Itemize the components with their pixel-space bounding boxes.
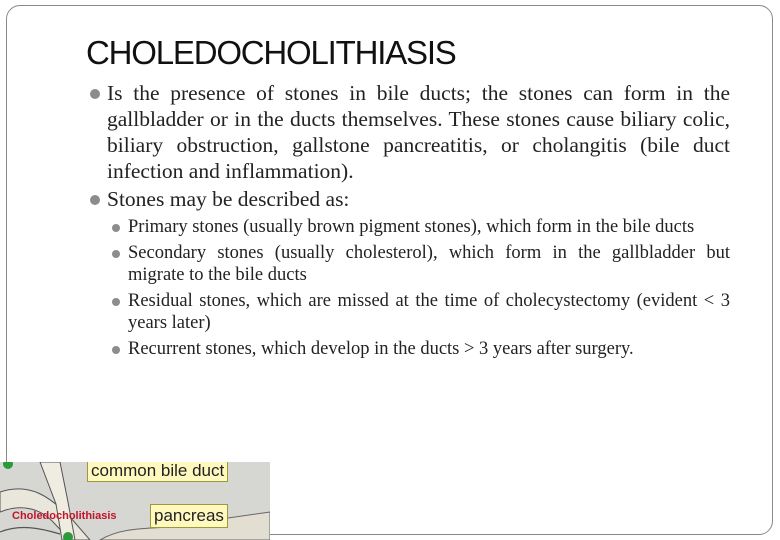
sub-bullet-text: Residual stones, which are missed at the time of cholecystectomy (evident < 3 years later) [128, 291, 730, 333]
bullet-icon [112, 298, 120, 306]
bullet-text: Is the presence of stones in bile ducts; the stones can form in the gallbladder or in the ducts themselves. These stones cause biliary colic, biliary obstruction, gallstone pancreatitis, or cholangitis (bile duct infection and inflammation). [107, 81, 730, 183]
sub-bullet-text: Recurrent stones, which develop in the ducts > 3 years after surgery. [128, 339, 634, 359]
bullet-icon [90, 89, 100, 99]
sub-bullet-item [110, 338, 730, 360]
bullet-text: Stones may be described as: [107, 187, 350, 211]
bullet-icon [112, 224, 120, 232]
common-bile-duct-label: common bile duct [87, 462, 228, 482]
sub-bullet-item [110, 290, 730, 334]
anatomy-diagram-image [0, 462, 270, 540]
bullet-list [90, 80, 730, 364]
choledocholithiasis-label: Choledocholithiasis [12, 510, 117, 522]
sub-bullet-item [110, 242, 730, 286]
slide-title: CHOLEDOCHOLITHIASIS [86, 34, 456, 71]
bullet-icon [112, 250, 120, 258]
stone-marker-icon [3, 462, 13, 469]
bullet-item [90, 80, 730, 184]
bullet-icon [90, 195, 100, 205]
pancreas-label: pancreas [150, 504, 228, 528]
sub-bullet-text: Secondary stones (usually cholesterol), which form in the gallbladder but migrate to the bile ducts [128, 243, 730, 285]
sub-bullet-item [110, 216, 730, 238]
bullet-icon [112, 346, 120, 354]
sub-bullet-list [110, 216, 730, 360]
bullet-item [90, 186, 730, 212]
sub-bullet-text: Primary stones (usually brown pigment stones), which form in the bile ducts [128, 217, 695, 237]
